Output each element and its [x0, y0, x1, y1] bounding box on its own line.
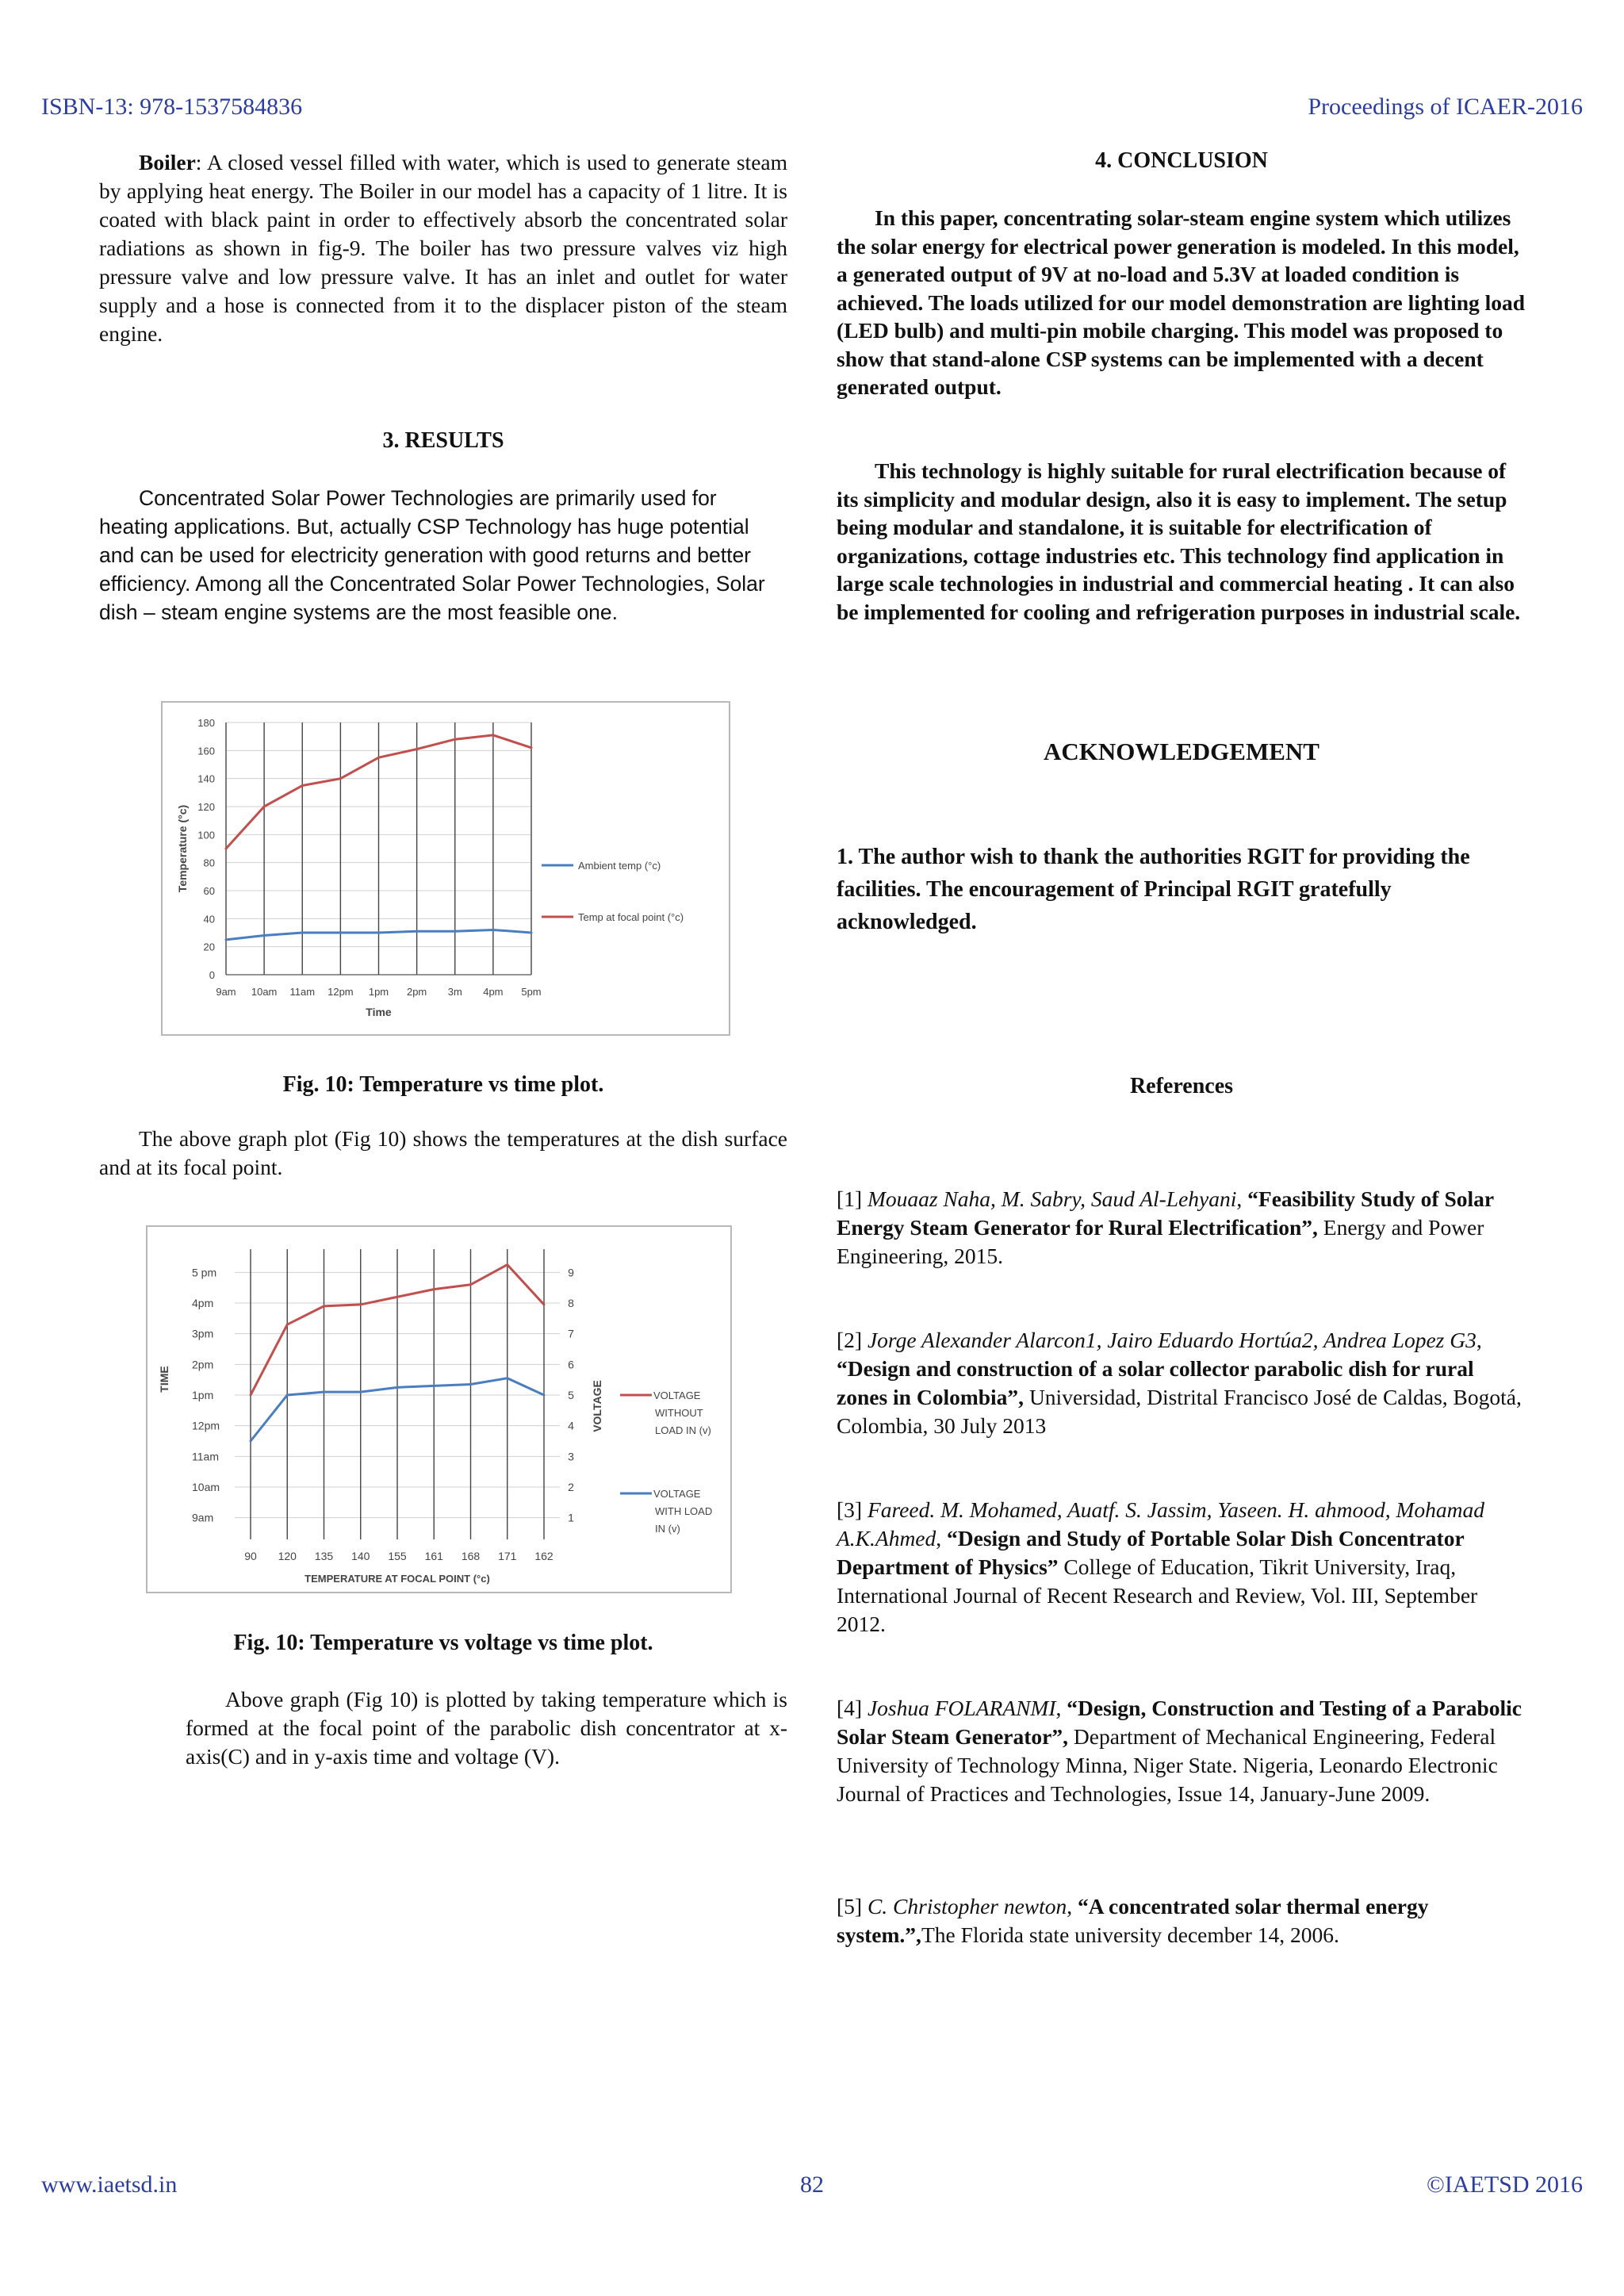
left-tick-label: 12pm: [192, 1419, 220, 1432]
x-tick-label: 11am: [289, 986, 316, 998]
legend-label: VOLTAGE WITHOUT LOAD IN (v): [653, 1389, 711, 1436]
header-isbn: ISBN-13: 978-1537584836: [41, 94, 303, 120]
right-tick-label: 5: [568, 1389, 574, 1401]
reference-details: Department of Mechanical Engineering, Federal University of Technology Minna, Niger State. Nigeria, Leonardo Electronic Journal of Practices and Technologies, Issue 14, January-June 2009.: [837, 1724, 1498, 1806]
reference-separator: ,: [936, 1526, 948, 1550]
data-point: [433, 1385, 435, 1387]
data-point: [454, 738, 456, 741]
data-point: [250, 1394, 252, 1397]
data-point: [225, 848, 228, 850]
right-tick-label: 6: [568, 1358, 574, 1371]
left-tick-label: 4pm: [192, 1297, 214, 1309]
x-tick-label: 9am: [216, 986, 236, 998]
x-tick-label: 2pm: [406, 986, 427, 998]
data-point: [323, 1305, 325, 1307]
reference-number: [5]: [837, 1894, 868, 1918]
y-tick-label: 0: [209, 969, 215, 981]
reference-1: [837, 1185, 1526, 1271]
reference-title: “Feasibility Study of Solar Energy Steam Generator for Rural Electrification”,: [837, 1186, 1494, 1240]
x-tick-label: 5pm: [521, 986, 542, 998]
x-tick-label: 155: [388, 1550, 407, 1562]
x-tick-label: 162: [534, 1550, 553, 1562]
x-tick-label: 10am: [251, 986, 278, 998]
temperature-voltage-time-chart: [146, 1225, 732, 1593]
y-tick-label: 60: [203, 885, 215, 897]
reference-separator: ,: [1476, 1328, 1482, 1352]
left-tick-label: 10am: [192, 1481, 220, 1493]
reference-authors: Joshua FOLARANMI: [867, 1696, 1056, 1720]
data-point: [530, 932, 533, 934]
y-tick-label: 140: [197, 772, 215, 785]
reference-3: [837, 1496, 1526, 1639]
x-axis-label: TEMPERATURE AT FOCAL POINT (°c): [304, 1573, 490, 1585]
data-point: [543, 1394, 546, 1397]
x-tick-label: 135: [314, 1550, 334, 1562]
reference-authors: Mouaaz Naha, M. Sabry, Saud Al-Lehyani: [867, 1186, 1237, 1211]
x-tick-label: 171: [498, 1550, 517, 1562]
fig1-paragraph: The above graph plot (Fig 10) shows the temperatures at the dish surface and at its focal point.: [99, 1126, 787, 1179]
y-tick-label: 40: [203, 913, 215, 926]
right-tick-label: 9: [568, 1266, 574, 1279]
references-heading: References: [1129, 1074, 1234, 1098]
y-tick-label: 160: [197, 745, 215, 757]
legend-label: Ambient temp (°c): [578, 860, 661, 872]
reference-authors: Jorge Alexander Alarcon1, Jairo Eduardo Hortúa2, Andrea Lopez G3: [867, 1328, 1477, 1352]
conclusion-paragraph-2: This technology is highly suitable for rural electrification because of its simplicity and modular design, also it is easy to implement. The setup being modular and standalone, it is suitable for electrification of organizations, cottage industries etc. This technology find application in large scale technologies in industrial and commercial heating . It can also be implemented for cooling and refrigeration purposes in industrial scale.: [837, 458, 1521, 624]
data-point: [396, 1296, 399, 1298]
data-point: [377, 932, 380, 934]
data-point: [286, 1394, 289, 1397]
reference-authors: Fareed. M. Mohamed, Auatf. S. Jassim, Yaseen. H. ahmood, Mohamad A.K.Ahmed: [837, 1497, 1485, 1550]
y2-axis-label: VOLTAGE: [591, 1380, 603, 1432]
data-point: [469, 1383, 472, 1386]
boiler-paragraph: [99, 148, 787, 348]
right-tick-label: 3: [568, 1450, 574, 1463]
reference-authors: C. Christopher newton: [867, 1894, 1067, 1918]
fig2-paragraph: Above graph (Fig 10) is plotted by taking temperature which is formed at the focal point of the parabolic dish concentrator at x-axis(C) and in y-axis time and voltage (V).: [186, 1687, 787, 1769]
reference-details: The Florida state university december 14, 2006.: [921, 1922, 1339, 1947]
reference-separator: ,: [1067, 1894, 1078, 1918]
right-tick-label: 7: [568, 1327, 574, 1340]
right-tick-label: 2: [568, 1481, 574, 1493]
reference-details: Universidad, Distrital Francisco José de Caldas, Bogotá, Colombia, 30 July 2013: [837, 1385, 1522, 1438]
y-axis-label: Temperature (°c): [176, 804, 189, 893]
data-point: [377, 757, 380, 759]
data-point: [263, 806, 266, 808]
data-point: [301, 932, 304, 934]
reference-details: College of Education, Tikrit University, Iraq, International Journal of Recent Research and Review, Vol. III, September 2012.: [837, 1554, 1478, 1636]
reference-number: [4]: [837, 1696, 868, 1720]
y-tick-label: 80: [203, 857, 215, 869]
reference-5: [837, 1892, 1526, 1949]
data-point: [359, 1303, 362, 1305]
reference-title: “Design and Study of Portable Solar Dish Concentrator Department of Physics”: [837, 1526, 1465, 1579]
acknowledgement-text: 1. The author wish to thank the authorities RGIT for providing the facilities. The encouragement of Principal RGIT gratefully acknowledged.: [837, 845, 1470, 934]
x-tick-label: 168: [461, 1550, 481, 1562]
reference-number: [3]: [837, 1497, 868, 1522]
data-point: [492, 734, 494, 736]
right-tick-label: 4: [568, 1419, 574, 1432]
boiler-label: Boiler: [139, 150, 196, 174]
right-tick-label: 8: [568, 1297, 574, 1309]
y-tick-label: 100: [197, 829, 215, 841]
right-tick-label: 1: [568, 1511, 574, 1524]
data-point: [263, 934, 266, 937]
x-axis-label: Time: [366, 1006, 392, 1018]
data-point: [396, 1386, 399, 1389]
chart1-svg: [163, 703, 729, 1034]
y-tick-label: 180: [197, 717, 215, 729]
left-tick-label: 3pm: [192, 1327, 214, 1340]
reference-4: [837, 1694, 1526, 1808]
data-point: [492, 929, 494, 931]
footer-website: www.iaetsd.in: [41, 2171, 178, 2198]
x-tick-label: 161: [424, 1550, 443, 1562]
boiler-text: : A closed vessel filled with water, which is used to generate steam by applying heat energy. The Boiler in our model has a capacity of 1 litre. It is coated with black paint in order to effectively absorb the concentrated solar radiations as shown in fig-9. The boiler has two pressure valves viz high pressure valve and low pressure valve. It has an inlet and outlet for water supply and a hose is connected from it to the displacer piston of the steam engine.: [99, 150, 787, 346]
results-paragraph: Concentrated Solar Power Technologies are primarily used for heating applications. But, actually CSP Technology has huge potential and can be used for electricity generation with good returns and better efficiency. Among all the Concentrated Solar Power Technologies, Solar dish – steam engine systems are the most feasible one.: [99, 486, 765, 624]
x-tick-label: 1pm: [368, 986, 389, 998]
data-point: [225, 938, 228, 941]
data-point: [416, 930, 418, 933]
data-point: [433, 1288, 435, 1290]
data-point: [301, 784, 304, 787]
data-point: [339, 932, 342, 934]
y-tick-label: 20: [203, 941, 215, 953]
y-tick-label: 120: [197, 801, 215, 813]
results-heading: 3. RESULTS: [382, 428, 504, 453]
left-tick-label: 11am: [192, 1450, 219, 1463]
data-point: [286, 1324, 289, 1326]
x-tick-label: 140: [351, 1550, 370, 1562]
data-point: [506, 1263, 508, 1266]
data-point: [359, 1391, 362, 1393]
reference-number: [1]: [837, 1186, 868, 1211]
reference-title: “Design and construction of a solar collector parabolic dish for rural zones in Colombia”,: [837, 1356, 1474, 1409]
reference-details: Energy and Power Engineering, 2015.: [837, 1215, 1484, 1268]
chart2-svg: [147, 1227, 730, 1592]
reference-title: “A concentrated solar thermal energy system.”,: [837, 1894, 1429, 1947]
legend-label: Temp at focal point (°c): [578, 911, 684, 923]
data-point: [416, 748, 418, 750]
footer-copyright: ©IAETSD 2016: [1427, 2171, 1583, 2198]
left-tick-label: 9am: [192, 1511, 214, 1524]
data-point: [454, 930, 456, 933]
header-proceedings: Proceedings of ICAER-2016: [1308, 94, 1583, 120]
data-point: [506, 1377, 508, 1379]
data-point: [323, 1391, 325, 1393]
data-point: [469, 1283, 472, 1286]
left-tick-label: 2pm: [192, 1358, 214, 1371]
left-tick-label: 1pm: [192, 1389, 214, 1401]
data-point: [250, 1440, 252, 1443]
fig1-caption: Fig. 10: Temperature vs time plot.: [282, 1072, 604, 1097]
x-tick-label: 12pm: [327, 986, 354, 998]
left-tick-label: 5 pm: [192, 1266, 217, 1279]
reference-separator: ,: [1055, 1696, 1067, 1720]
reference-title: “Design, Construction and Testing of a Parabolic Solar Steam Generator”,: [837, 1696, 1522, 1749]
reference-number: [2]: [837, 1328, 868, 1352]
conclusion-paragraph-1: In this paper, concentrating solar-steam engine system which utilizes the solar energy for electrical power generation is modeled. In this model, a generated output of 9V at no-load and 5.3V at loaded condition is achieved. The loads utilized for our model demonstration are lighting load (LED bulb) and multi-pin mobile charging. This model was proposed to show that stand-alone CSP systems can be implemented with a decent generated output.: [837, 205, 1526, 399]
y-axis-label: TIME: [158, 1366, 170, 1393]
data-point: [530, 746, 533, 749]
x-tick-label: 4pm: [483, 986, 504, 998]
legend-label: VOLTAGE WITH LOAD IN (v): [653, 1488, 713, 1535]
x-tick-label: 120: [278, 1550, 297, 1562]
x-tick-label: 90: [244, 1550, 257, 1562]
reference-separator: ,: [1236, 1186, 1248, 1211]
fig2-caption: Fig. 10: Temperature vs voltage vs time plot.: [233, 1631, 653, 1655]
reference-2: [837, 1326, 1526, 1440]
data-point: [339, 777, 342, 780]
x-tick-label: 3m: [447, 986, 462, 998]
conclusion-heading: 4. CONCLUSION: [1095, 148, 1268, 173]
acknowledgement-heading: ACKNOWLEDGEMENT: [1044, 738, 1320, 765]
data-point: [543, 1303, 546, 1305]
temperature-time-chart: [161, 701, 730, 1036]
page-number: 82: [800, 2171, 824, 2198]
